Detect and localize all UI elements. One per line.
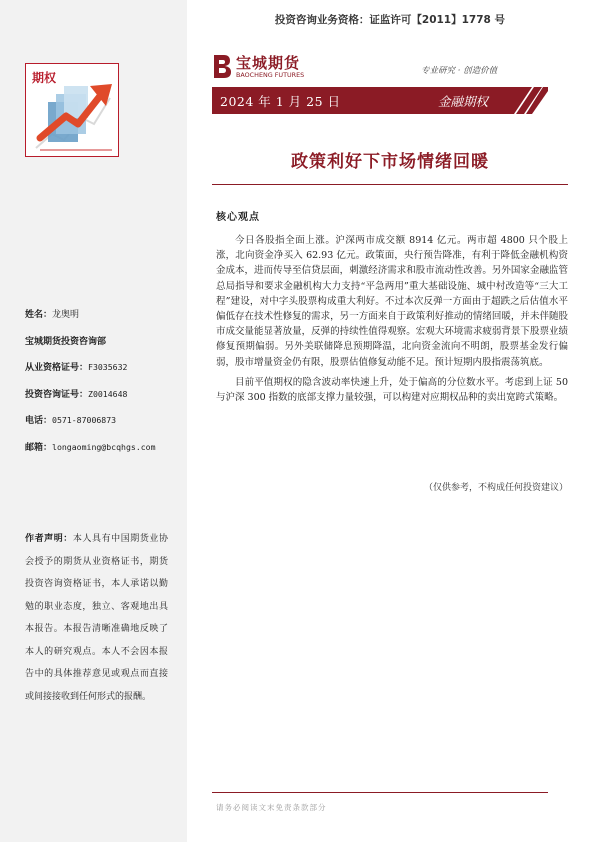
invest-consult-label: 投资咨询证号： bbox=[25, 389, 89, 400]
invest-consult-row bbox=[25, 387, 175, 414]
phone-label: 电话： bbox=[25, 416, 53, 426]
author-department: 宝城期货投资咨询部 bbox=[25, 336, 107, 347]
category-logo bbox=[25, 63, 119, 157]
body-paragraph: 目前平值期权的隐含波动率快速上升，处于偏高的分位数水平。考虑到上证 50 与沪深 300 指数的底部支撑力量较强，可以构建对应期权品种的卖出宽跨式策略。 bbox=[216, 376, 568, 404]
category-label: 期权 bbox=[32, 71, 57, 85]
section-heading: 核心观点 bbox=[216, 212, 260, 223]
email-address[interactable]: longaoming@bcqhgs.com bbox=[52, 441, 156, 452]
email-row bbox=[25, 440, 175, 467]
qualification-label: 从业资格证号： bbox=[25, 363, 89, 373]
qualification-row bbox=[25, 360, 175, 387]
statement-label: 作者声明： bbox=[25, 534, 73, 544]
qualification-number: F3035632 bbox=[88, 362, 128, 372]
brand-logo bbox=[212, 53, 322, 83]
invest-consult-number: Z0014648 bbox=[88, 388, 128, 399]
email-label: 邮箱： bbox=[25, 442, 53, 453]
title-divider bbox=[212, 184, 568, 185]
brand-name-cn: 宝城期货 bbox=[236, 54, 301, 72]
license-text: 投资咨询业务资格：证监许可【2011】1778 号 bbox=[274, 14, 505, 26]
report-category: 金融期权 bbox=[438, 94, 489, 109]
slogan: 专业研究 · 创造价值 bbox=[421, 66, 498, 76]
brand-name-en: BAOCHENG FUTURES bbox=[236, 71, 305, 79]
disclaimer: （仅供参考，不构成任何投资建议） bbox=[423, 483, 568, 493]
report-date: 2024 年 1 月 25 日 bbox=[220, 94, 341, 109]
phone-number: 0571-87006873 bbox=[52, 415, 117, 425]
body-paragraph: 今日各股指全面上涨。沪深两市成交额 8914 亿元。两市超 4800 只个股上涨，北向资金净买入 62.93 亿元。政策面，央行预告降准，有利于降低金融机构资金成本，进而传导至信贷层面，刺激经济需求和股市流动性改善。另外国家金融监管总局指导和要求金融机构大力支持“平急两用”重大基础设施、城中村改造等“三大工程”建设，对中字头股票构成重大利好。不过本次反弹一方面由于超跌之后估值水平偏低存在技术性修复的需求，另一方面来自于政策利好推动的情绪回暖，并未伴随股市成交量能显著放量，反弹的持续性值得观察。宏观大环境需求疲弱背景下股票业绩修复预期偏弱。另外美联储降息预期降温，北向资金流向不明朗，股票基金发行偏弱，股市增量资金仍有限，股票估值修复动能不足。预计短期内股指震荡筑底。 bbox=[216, 235, 568, 368]
report-body bbox=[216, 233, 568, 410]
footer-divider bbox=[212, 792, 548, 793]
brand-mark-icon bbox=[212, 53, 232, 79]
statement-text: 本人具有中国期货业协会授予的期货从业资格证书，期货投资咨询资格证书，本人承诺以勤勉的职业态度，独立、客观地出具本报告。本报告清晰准确地反映了本人的研究观点。本人不会因本报告中的具体推荐意见或观点而直接或间接接收到任何形式的报酬。 bbox=[25, 534, 168, 702]
author-statement bbox=[25, 528, 168, 708]
author-info bbox=[25, 307, 175, 466]
date-banner bbox=[212, 87, 548, 114]
report-title: 政策利好下市场情绪回暖 bbox=[291, 152, 489, 172]
author-name-row bbox=[25, 307, 175, 334]
author-name-label: 姓名： bbox=[25, 310, 53, 320]
main-panel bbox=[187, 0, 595, 842]
footer-note: 请务必阅读文末免责条款部分 bbox=[216, 803, 327, 812]
phone-row bbox=[25, 413, 175, 440]
author-name: 龙奥明 bbox=[52, 310, 80, 320]
